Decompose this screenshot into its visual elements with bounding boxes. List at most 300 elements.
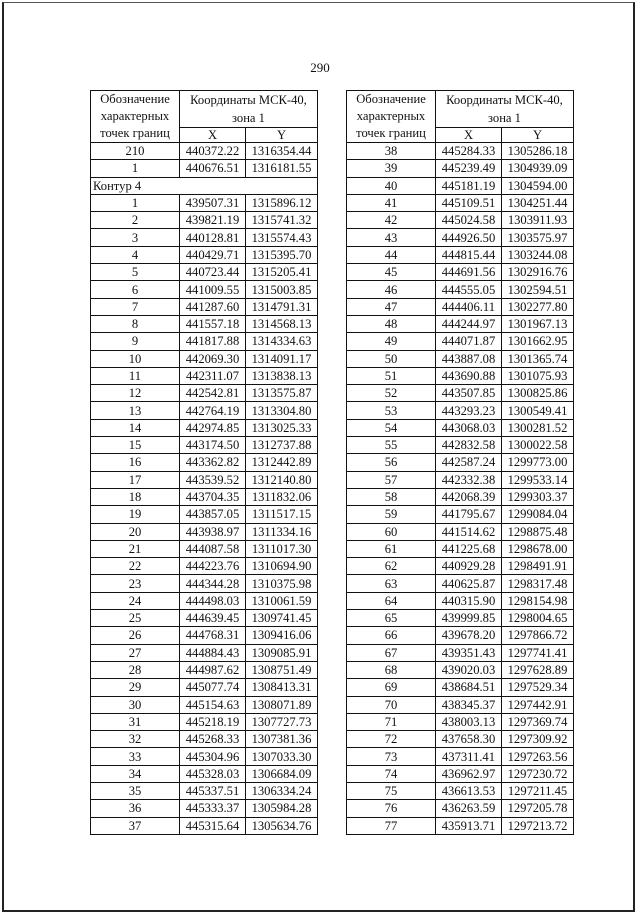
point-id-cell: 14 xyxy=(91,419,180,436)
y-cell: 1308071.89 xyxy=(246,696,318,713)
table-row xyxy=(91,315,318,332)
y-cell: 1297263.56 xyxy=(502,748,574,765)
point-id-cell: 45 xyxy=(347,264,436,281)
table-row xyxy=(347,800,574,817)
y-cell: 1313304.80 xyxy=(246,402,318,419)
table-row xyxy=(347,298,574,315)
x-cell: 445181.19 xyxy=(436,177,502,194)
x-cell: 442542.81 xyxy=(180,385,246,402)
table-row xyxy=(91,212,318,229)
table-row xyxy=(91,575,318,592)
table-row xyxy=(91,437,318,454)
point-id-cell: 24 xyxy=(91,592,180,609)
table-row xyxy=(347,229,574,246)
x-cell: 444406.11 xyxy=(436,298,502,315)
y-cell: 1309416.06 xyxy=(246,627,318,644)
y-cell: 1297230.72 xyxy=(502,765,574,782)
point-id-cell: 60 xyxy=(347,523,436,540)
y-cell: 1299773.00 xyxy=(502,454,574,471)
y-cell: 1298678.00 xyxy=(502,540,574,557)
y-cell: 1298317.48 xyxy=(502,575,574,592)
point-id-cell: 7 xyxy=(91,298,180,315)
table-row xyxy=(91,281,318,298)
point-id-cell: 32 xyxy=(91,731,180,748)
x-cell: 442068.39 xyxy=(436,488,502,505)
table-row xyxy=(347,437,574,454)
x-cell: 445024.58 xyxy=(436,212,502,229)
point-id-cell: 15 xyxy=(91,437,180,454)
y-cell: 1313575.87 xyxy=(246,385,318,402)
x-cell: 444691.56 xyxy=(436,264,502,281)
point-id-cell: 34 xyxy=(91,765,180,782)
table-row xyxy=(91,540,318,557)
y-cell: 1306334.24 xyxy=(246,782,318,799)
x-cell: 442587.24 xyxy=(436,454,502,471)
point-id-cell: 10 xyxy=(91,350,180,367)
x-cell: 444768.31 xyxy=(180,627,246,644)
point-id-cell: 38 xyxy=(347,143,436,160)
y-cell: 1315205.41 xyxy=(246,264,318,281)
point-id-cell: 58 xyxy=(347,488,436,505)
point-id-cell: 2 xyxy=(91,212,180,229)
y-cell: 1297741.41 xyxy=(502,644,574,661)
x-cell: 441225.68 xyxy=(436,540,502,557)
point-id-cell: 51 xyxy=(347,367,436,384)
table-row xyxy=(347,402,574,419)
col-header-points: Обозначение характерных точек границ xyxy=(347,91,436,143)
x-cell: 445109.51 xyxy=(436,194,502,211)
table-row xyxy=(347,523,574,540)
y-cell: 1314791.31 xyxy=(246,298,318,315)
x-cell: 443539.52 xyxy=(180,471,246,488)
y-cell: 1312737.88 xyxy=(246,437,318,454)
point-id-cell: 68 xyxy=(347,661,436,678)
table-row xyxy=(91,679,318,696)
y-cell: 1309085.91 xyxy=(246,644,318,661)
table-row xyxy=(91,488,318,505)
y-cell: 1311017.30 xyxy=(246,540,318,557)
y-cell: 1307727.73 xyxy=(246,713,318,730)
y-cell: 1312140.80 xyxy=(246,471,318,488)
table-row xyxy=(347,264,574,281)
table-row xyxy=(91,194,318,211)
y-cell: 1302277.80 xyxy=(502,298,574,315)
table-row xyxy=(91,661,318,678)
x-cell: 445268.33 xyxy=(180,731,246,748)
point-id-cell: 23 xyxy=(91,575,180,592)
table-row xyxy=(91,367,318,384)
point-id-cell: 65 xyxy=(347,610,436,627)
table-row xyxy=(347,817,574,834)
col-header-x: X xyxy=(436,128,502,143)
x-cell: 443174.50 xyxy=(180,437,246,454)
point-id-cell: 6 xyxy=(91,281,180,298)
y-cell: 1315574.43 xyxy=(246,229,318,246)
y-cell: 1304939.09 xyxy=(502,160,574,177)
table-row xyxy=(347,679,574,696)
y-cell: 1297866.72 xyxy=(502,627,574,644)
y-cell: 1308413.31 xyxy=(246,679,318,696)
x-cell: 444555.05 xyxy=(436,281,502,298)
table-row xyxy=(91,592,318,609)
x-cell: 444639.45 xyxy=(180,610,246,627)
x-cell: 441514.62 xyxy=(436,523,502,540)
table-row xyxy=(347,661,574,678)
y-cell: 1312442.89 xyxy=(246,454,318,471)
point-id-cell: 62 xyxy=(347,558,436,575)
x-cell: 442332.38 xyxy=(436,471,502,488)
point-id-cell: 76 xyxy=(347,800,436,817)
point-id-cell: 56 xyxy=(347,454,436,471)
table-row xyxy=(91,558,318,575)
y-cell: 1303911.93 xyxy=(502,212,574,229)
table-row xyxy=(347,731,574,748)
x-cell: 437658.30 xyxy=(436,731,502,748)
table-row xyxy=(347,350,574,367)
point-id-cell: 74 xyxy=(347,765,436,782)
table-row xyxy=(91,800,318,817)
x-cell: 444498.03 xyxy=(180,592,246,609)
point-id-cell: 9 xyxy=(91,333,180,350)
point-id-cell: 42 xyxy=(347,212,436,229)
point-id-cell: 47 xyxy=(347,298,436,315)
x-cell: 444926.50 xyxy=(436,229,502,246)
x-cell: 440625.87 xyxy=(436,575,502,592)
table-row xyxy=(347,782,574,799)
point-id-cell: 55 xyxy=(347,437,436,454)
table-row xyxy=(347,592,574,609)
x-cell: 445239.49 xyxy=(436,160,502,177)
x-cell: 443887.08 xyxy=(436,350,502,367)
y-cell: 1313838.13 xyxy=(246,367,318,384)
y-cell: 1301967.13 xyxy=(502,315,574,332)
x-cell: 439507.31 xyxy=(180,194,246,211)
point-id-cell: 30 xyxy=(91,696,180,713)
y-cell: 1297309.92 xyxy=(502,731,574,748)
x-cell: 440128.81 xyxy=(180,229,246,246)
y-cell: 1300825.86 xyxy=(502,385,574,402)
table-row xyxy=(347,385,574,402)
y-cell: 1304251.44 xyxy=(502,194,574,211)
point-id-cell: 40 xyxy=(347,177,436,194)
y-cell: 1297213.72 xyxy=(502,817,574,834)
table-row xyxy=(91,610,318,627)
point-id-cell: 69 xyxy=(347,679,436,696)
table-row xyxy=(91,298,318,315)
y-cell: 1299303.37 xyxy=(502,488,574,505)
contour-row xyxy=(91,177,318,194)
point-id-cell: 63 xyxy=(347,575,436,592)
point-id-cell: 36 xyxy=(91,800,180,817)
y-cell: 1300549.41 xyxy=(502,402,574,419)
point-id-cell: 31 xyxy=(91,713,180,730)
x-cell: 443068.03 xyxy=(436,419,502,436)
y-cell: 1311334.16 xyxy=(246,523,318,540)
table-row xyxy=(347,454,574,471)
x-cell: 445315.64 xyxy=(180,817,246,834)
y-cell: 1297211.45 xyxy=(502,782,574,799)
col-header-y: Y xyxy=(502,128,574,143)
point-id-cell: 43 xyxy=(347,229,436,246)
y-cell: 1299084.04 xyxy=(502,506,574,523)
x-cell: 439678.20 xyxy=(436,627,502,644)
x-cell: 443507.85 xyxy=(436,385,502,402)
x-cell: 440372.22 xyxy=(180,143,246,160)
y-cell: 1301662.95 xyxy=(502,333,574,350)
table-row xyxy=(347,627,574,644)
x-cell: 444071.87 xyxy=(436,333,502,350)
x-cell: 443362.82 xyxy=(180,454,246,471)
table-row xyxy=(347,575,574,592)
x-cell: 442974.85 xyxy=(180,419,246,436)
point-id-cell: 73 xyxy=(347,748,436,765)
y-cell: 1298875.48 xyxy=(502,523,574,540)
y-cell: 1314091.17 xyxy=(246,350,318,367)
point-id-cell: 75 xyxy=(347,782,436,799)
coordinates-table-left xyxy=(90,90,318,835)
x-cell: 435913.71 xyxy=(436,817,502,834)
x-cell: 444987.62 xyxy=(180,661,246,678)
table-row xyxy=(347,713,574,730)
y-cell: 1299533.14 xyxy=(502,471,574,488)
x-cell: 445337.51 xyxy=(180,782,246,799)
x-cell: 442311.07 xyxy=(180,367,246,384)
y-cell: 1297442.91 xyxy=(502,696,574,713)
point-id-cell: 21 xyxy=(91,540,180,557)
y-cell: 1300281.52 xyxy=(502,419,574,436)
x-cell: 441009.55 xyxy=(180,281,246,298)
y-cell: 1308751.49 xyxy=(246,661,318,678)
point-id-cell: 28 xyxy=(91,661,180,678)
x-cell: 444223.76 xyxy=(180,558,246,575)
x-cell: 443690.88 xyxy=(436,367,502,384)
x-cell: 440315.90 xyxy=(436,592,502,609)
x-cell: 440676.51 xyxy=(180,160,246,177)
table-row xyxy=(91,419,318,436)
col-header-y: Y xyxy=(246,128,318,143)
point-id-cell: 67 xyxy=(347,644,436,661)
y-cell: 1298004.65 xyxy=(502,610,574,627)
point-id-cell: 13 xyxy=(91,402,180,419)
point-id-cell: 29 xyxy=(91,679,180,696)
coordinates-table-right xyxy=(346,90,574,835)
point-id-cell: 19 xyxy=(91,506,180,523)
table-row xyxy=(347,419,574,436)
table-row xyxy=(91,350,318,367)
table-row xyxy=(91,333,318,350)
point-id-cell: 17 xyxy=(91,471,180,488)
point-id-cell: 1 xyxy=(91,160,180,177)
point-id-cell: 44 xyxy=(347,246,436,263)
y-cell: 1297205.78 xyxy=(502,800,574,817)
y-cell: 1316181.55 xyxy=(246,160,318,177)
table-row xyxy=(91,523,318,540)
y-cell: 1306684.09 xyxy=(246,765,318,782)
x-cell: 444815.44 xyxy=(436,246,502,263)
table-row xyxy=(91,696,318,713)
table-row xyxy=(91,644,318,661)
x-cell: 445284.33 xyxy=(436,143,502,160)
x-cell: 439999.85 xyxy=(436,610,502,627)
y-cell: 1304594.00 xyxy=(502,177,574,194)
y-cell: 1298154.98 xyxy=(502,592,574,609)
point-id-cell: 33 xyxy=(91,748,180,765)
x-cell: 442832.58 xyxy=(436,437,502,454)
col-header-coords: Координаты МСК-40, зона 1 xyxy=(436,91,574,128)
x-cell: 445328.03 xyxy=(180,765,246,782)
table-row xyxy=(91,506,318,523)
point-id-cell: 59 xyxy=(347,506,436,523)
col-header-points: Обозначение характерных точек границ xyxy=(91,91,180,143)
table-row xyxy=(347,644,574,661)
x-cell: 444344.28 xyxy=(180,575,246,592)
point-id-cell: 72 xyxy=(347,731,436,748)
table-row xyxy=(347,160,574,177)
y-cell: 1307381.36 xyxy=(246,731,318,748)
x-cell: 436962.97 xyxy=(436,765,502,782)
x-cell: 444087.58 xyxy=(180,540,246,557)
y-cell: 1310375.98 xyxy=(246,575,318,592)
x-cell: 436263.59 xyxy=(436,800,502,817)
table-row xyxy=(91,160,318,177)
y-cell: 1314334.63 xyxy=(246,333,318,350)
table-row xyxy=(91,402,318,419)
point-id-cell: 39 xyxy=(347,160,436,177)
x-cell: 443704.35 xyxy=(180,488,246,505)
table-row xyxy=(347,177,574,194)
table-row xyxy=(347,765,574,782)
point-id-cell: 1 xyxy=(91,194,180,211)
point-id-cell: 52 xyxy=(347,385,436,402)
table-row xyxy=(347,696,574,713)
table-row xyxy=(347,281,574,298)
y-cell: 1305984.28 xyxy=(246,800,318,817)
point-id-cell: 18 xyxy=(91,488,180,505)
point-id-cell: 25 xyxy=(91,610,180,627)
table-row xyxy=(91,748,318,765)
x-cell: 442069.30 xyxy=(180,350,246,367)
table-row xyxy=(91,143,318,160)
table-row xyxy=(91,782,318,799)
x-cell: 439020.03 xyxy=(436,661,502,678)
point-id-cell: 49 xyxy=(347,333,436,350)
point-id-cell: 61 xyxy=(347,540,436,557)
y-cell: 1315741.32 xyxy=(246,212,318,229)
y-cell: 1310694.90 xyxy=(246,558,318,575)
x-cell: 441287.60 xyxy=(180,298,246,315)
x-cell: 438003.13 xyxy=(436,713,502,730)
y-cell: 1310061.59 xyxy=(246,592,318,609)
y-cell: 1315395.70 xyxy=(246,246,318,263)
x-cell: 439821.19 xyxy=(180,212,246,229)
table-row xyxy=(91,471,318,488)
table-row xyxy=(347,748,574,765)
point-id-cell: 22 xyxy=(91,558,180,575)
col-header-coords: Координаты МСК-40, зона 1 xyxy=(180,91,318,128)
y-cell: 1297628.89 xyxy=(502,661,574,678)
x-cell: 438684.51 xyxy=(436,679,502,696)
y-cell: 1301365.74 xyxy=(502,350,574,367)
point-id-cell: 41 xyxy=(347,194,436,211)
point-id-cell: 37 xyxy=(91,817,180,834)
x-cell: 437311.41 xyxy=(436,748,502,765)
table-row xyxy=(347,212,574,229)
x-cell: 441557.18 xyxy=(180,315,246,332)
table-row xyxy=(347,315,574,332)
y-cell: 1315896.12 xyxy=(246,194,318,211)
x-cell: 445333.37 xyxy=(180,800,246,817)
table-row xyxy=(347,488,574,505)
point-id-cell: 16 xyxy=(91,454,180,471)
table-row xyxy=(347,610,574,627)
table-row xyxy=(91,454,318,471)
table-row xyxy=(347,540,574,557)
table-row xyxy=(91,385,318,402)
x-cell: 440723.44 xyxy=(180,264,246,281)
point-id-cell: 64 xyxy=(347,592,436,609)
point-id-cell: 3 xyxy=(91,229,180,246)
point-id-cell: 11 xyxy=(91,367,180,384)
point-id-cell: 54 xyxy=(347,419,436,436)
point-id-cell: 27 xyxy=(91,644,180,661)
table-row xyxy=(91,713,318,730)
x-cell: 439351.43 xyxy=(436,644,502,661)
point-id-cell: 26 xyxy=(91,627,180,644)
y-cell: 1311517.15 xyxy=(246,506,318,523)
table-row xyxy=(347,471,574,488)
y-cell: 1302594.51 xyxy=(502,281,574,298)
point-id-cell: 5 xyxy=(91,264,180,281)
x-cell: 445218.19 xyxy=(180,713,246,730)
table-row xyxy=(347,194,574,211)
y-cell: 1307033.30 xyxy=(246,748,318,765)
x-cell: 443938.97 xyxy=(180,523,246,540)
y-cell: 1315003.85 xyxy=(246,281,318,298)
x-cell: 441817.88 xyxy=(180,333,246,350)
x-cell: 443857.05 xyxy=(180,506,246,523)
y-cell: 1303244.08 xyxy=(502,246,574,263)
contour-label: Контур 4 xyxy=(91,177,318,194)
x-cell: 444884.43 xyxy=(180,644,246,661)
point-id-cell: 57 xyxy=(347,471,436,488)
table-row xyxy=(347,367,574,384)
y-cell: 1297529.34 xyxy=(502,679,574,696)
x-cell: 444244.97 xyxy=(436,315,502,332)
y-cell: 1314568.13 xyxy=(246,315,318,332)
y-cell: 1298491.91 xyxy=(502,558,574,575)
point-id-cell: 8 xyxy=(91,315,180,332)
page-number: 290 xyxy=(310,60,330,75)
point-id-cell: 210 xyxy=(91,143,180,160)
y-cell: 1300022.58 xyxy=(502,437,574,454)
point-id-cell: 20 xyxy=(91,523,180,540)
x-cell: 441795.67 xyxy=(436,506,502,523)
y-cell: 1316354.44 xyxy=(246,143,318,160)
x-cell: 438345.37 xyxy=(436,696,502,713)
y-cell: 1302916.76 xyxy=(502,264,574,281)
table-row xyxy=(91,731,318,748)
table-row xyxy=(91,229,318,246)
y-cell: 1297369.74 xyxy=(502,713,574,730)
y-cell: 1303575.97 xyxy=(502,229,574,246)
y-cell: 1305634.76 xyxy=(246,817,318,834)
x-cell: 440929.28 xyxy=(436,558,502,575)
point-id-cell: 77 xyxy=(347,817,436,834)
table-row xyxy=(347,143,574,160)
y-cell: 1313025.33 xyxy=(246,419,318,436)
table-row xyxy=(347,558,574,575)
x-cell: 442764.19 xyxy=(180,402,246,419)
